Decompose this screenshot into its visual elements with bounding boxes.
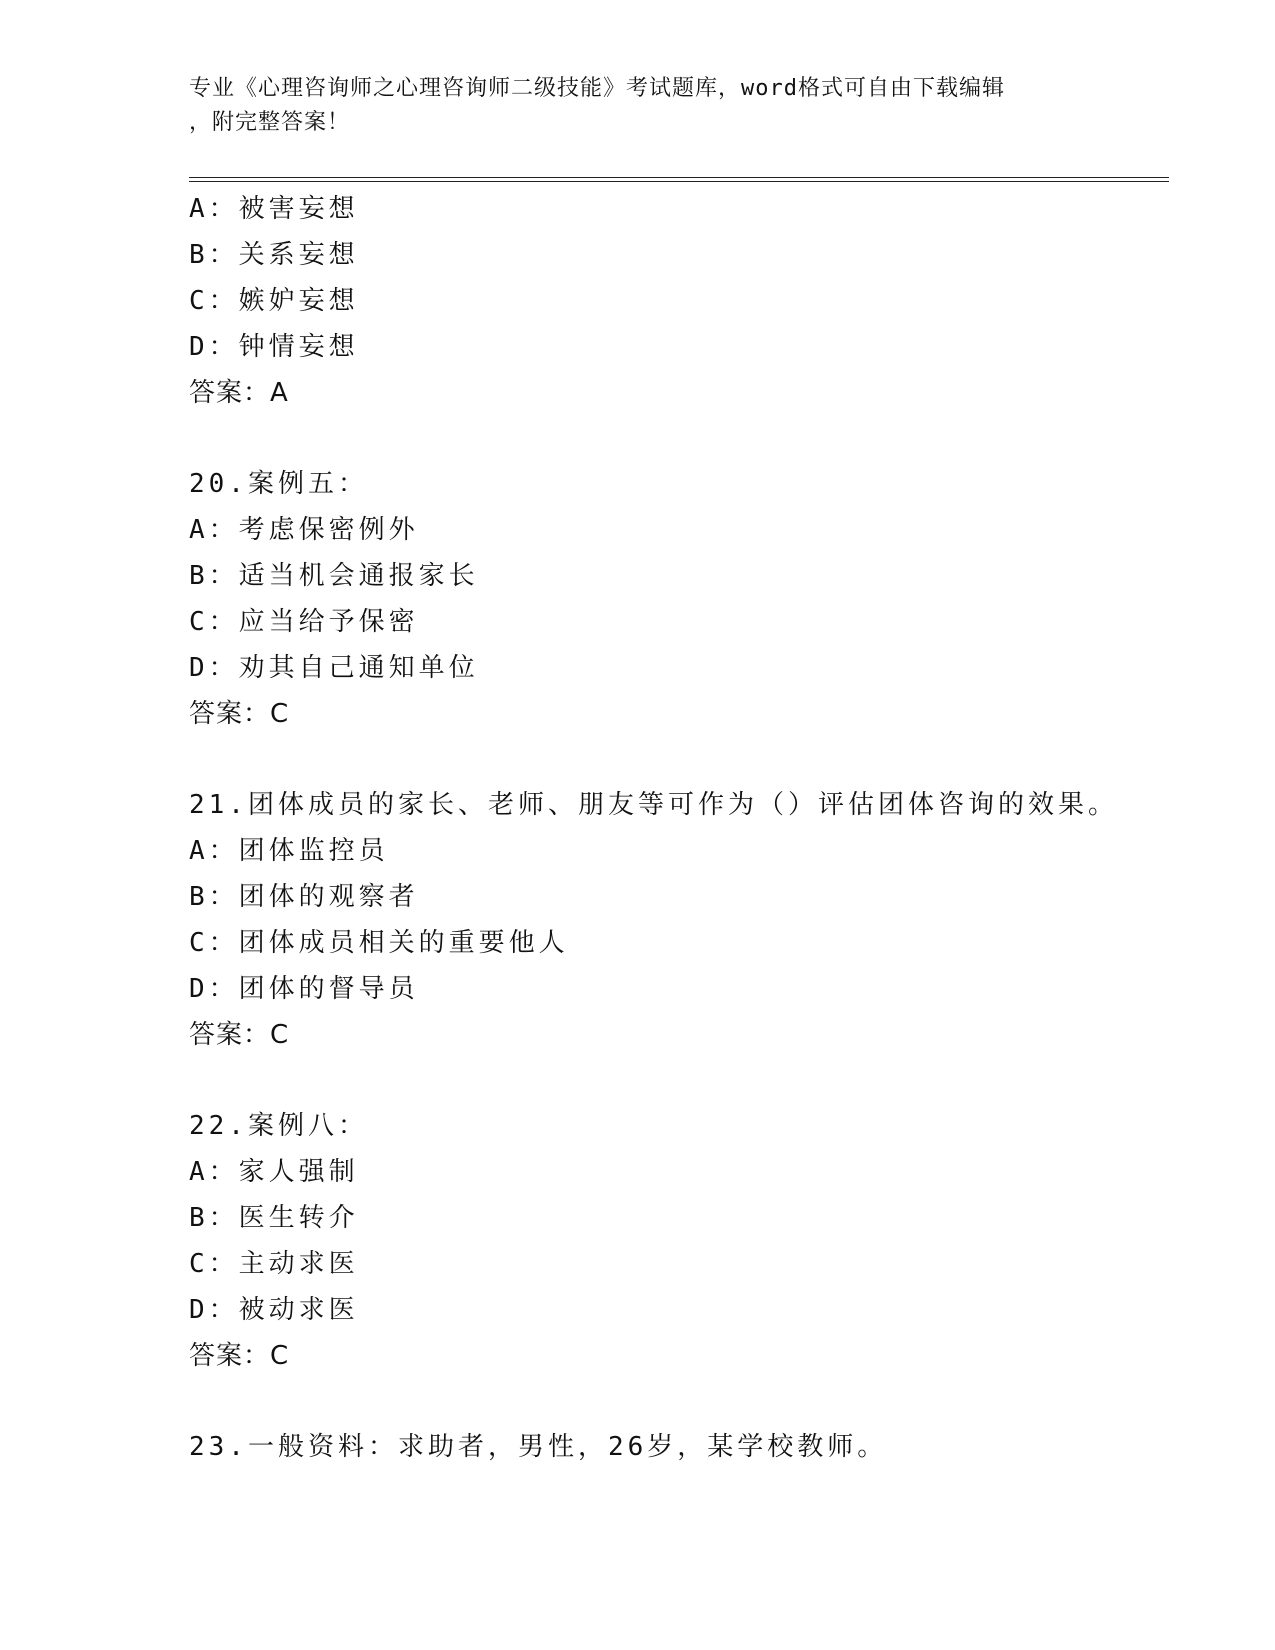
answer-line: 答案：C (189, 1341, 290, 1371)
option-d: D：劝其自己通知单位 (189, 653, 479, 683)
document-title-line-2: ，附完整答案！ (189, 110, 351, 135)
spacer (189, 1058, 1169, 1103)
option-c: C：嫉妒妄想 (189, 286, 359, 316)
option-b: B：团体的观察者 (189, 882, 419, 912)
question-stem: 23.一般资料：求助者，男性，26岁，某学校教师。 (189, 1432, 888, 1462)
option-b: B：医生转介 (189, 1203, 359, 1233)
rule-line-top (189, 177, 1169, 178)
spacer (189, 1379, 1169, 1424)
option-a: A：家人强制 (189, 1157, 359, 1187)
option-c: C：主动求医 (189, 1249, 359, 1279)
answer-line: 答案：C (189, 699, 290, 729)
option-b: B：适当机会通报家长 (189, 561, 479, 591)
question-stem: 22.案例八： (189, 1111, 368, 1141)
option-a: A：团体监控员 (189, 836, 389, 866)
rule-line-bottom (189, 181, 1169, 182)
answer-line: 答案：C (189, 1020, 290, 1050)
answer-line: 答案：A (189, 378, 289, 408)
document-title-line-1: 专业《心理咨询师之心理咨询师二级技能》考试题库，word格式可自由下载编辑 (189, 76, 1005, 101)
option-c: C：团体成员相关的重要他人 (189, 928, 569, 958)
question-list (189, 186, 1169, 1470)
option-b: B：关系妄想 (189, 240, 359, 270)
option-a: A：考虑保密例外 (189, 515, 419, 545)
question-stem: 20.案例五： (189, 469, 368, 499)
option-c: C：应当给予保密 (189, 607, 419, 637)
option-a: A：被害妄想 (189, 194, 359, 224)
spacer (189, 737, 1169, 782)
question-stem: 21.团体成员的家长、老师、朋友等可作为（）评估团体咨询的效果。 (189, 790, 1118, 820)
spacer (189, 416, 1169, 461)
option-d: D：被动求医 (189, 1295, 359, 1325)
option-d: D：钟情妄想 (189, 332, 359, 362)
document-page (189, 72, 1169, 1462)
option-d: D：团体的督导员 (189, 974, 419, 1004)
double-rule-divider (189, 177, 1169, 183)
